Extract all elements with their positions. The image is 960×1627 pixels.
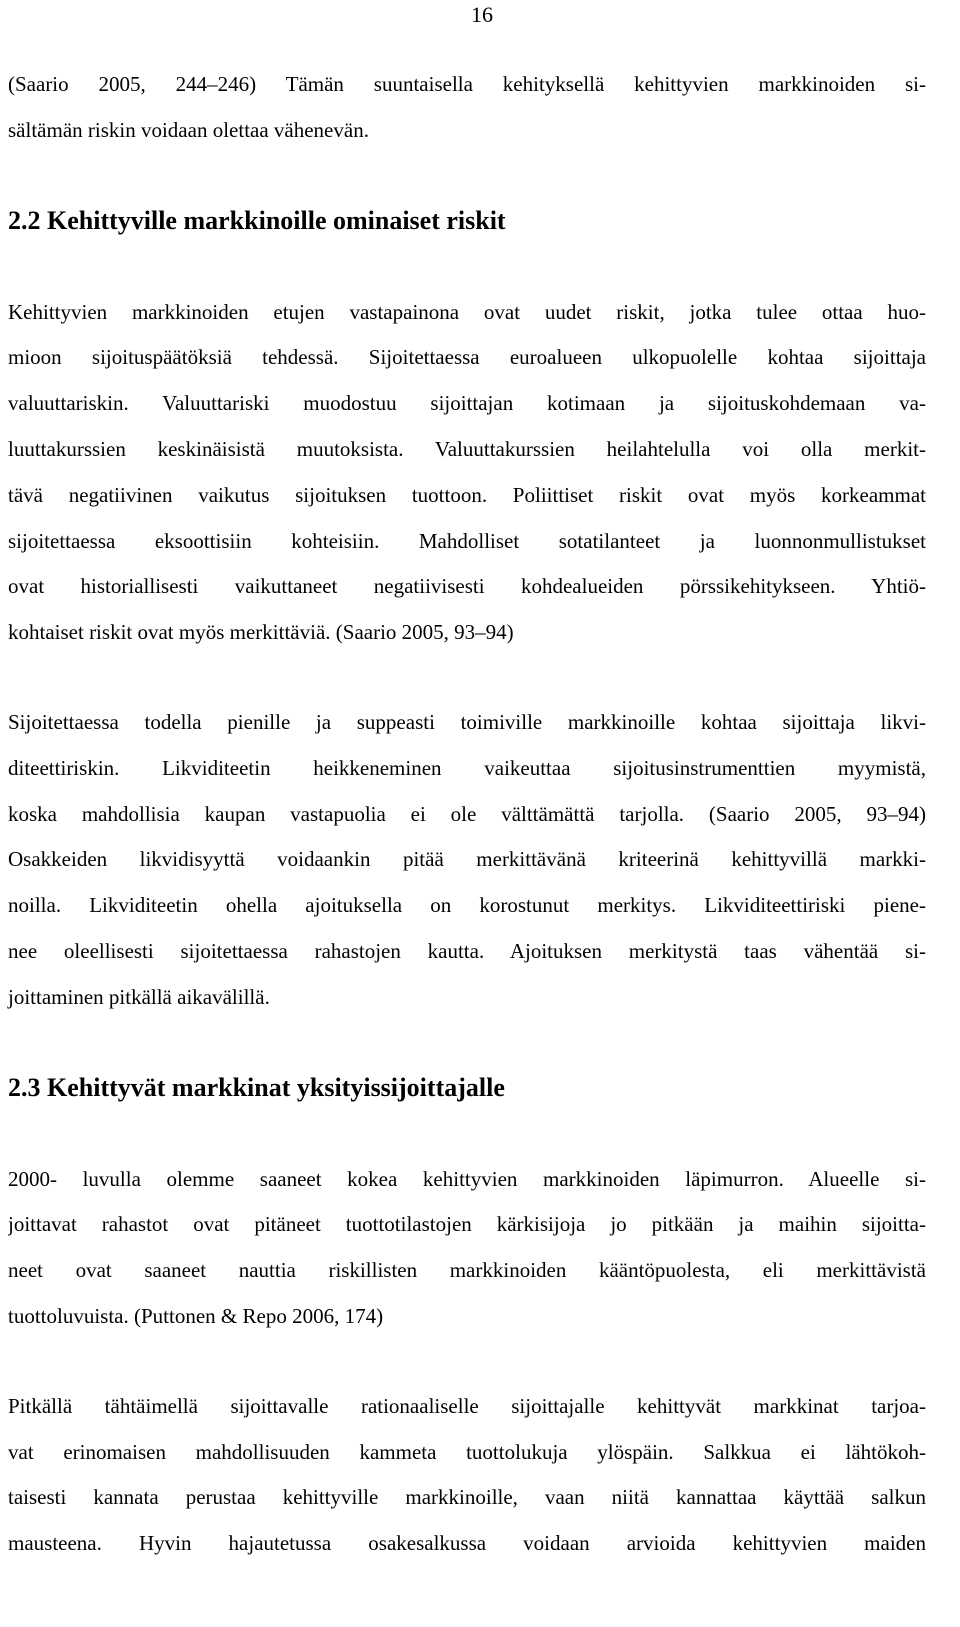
paragraph xyxy=(8,700,926,1021)
text-line: sältämän riskin voidaan olettaa vähenevän. xyxy=(8,117,369,142)
text-line: nee oleellisesti sijoitettaessa rahastojen kautta. Ajoituksen merkitystä taas vähentää si- xyxy=(8,938,926,963)
text-line: Sijoitettaessa todella pienille ja suppeasti toimiville markkinoille kohtaa sijoittaja likvi- xyxy=(8,709,926,734)
text-line: 2000- luvulla olemme saaneet kokea kehittyvien markkinoiden läpimurron. Alueelle si- xyxy=(8,1166,926,1191)
paragraph xyxy=(8,290,926,656)
text-line: taisesti kannata perustaa kehittyville markkinoille, vaan niitä kannattaa käyttää salkun xyxy=(8,1485,926,1510)
text-line: ovat historiallisesti vaikuttaneet negatiivisesti kohdealueiden pörssikehitykseen. Yhtiö- xyxy=(8,574,926,599)
text-line: noilla. Likviditeetin ohella ajoituksella on korostunut merkitys. Likviditeettiriski piene- xyxy=(8,893,926,918)
text-line: valuuttariskin. Valuuttariski muodostuu sijoittajan kotimaan ja sijoituskohdemaan va- xyxy=(8,391,926,416)
text-line: Osakkeiden likvidisyyttä voidaankin pitää merkittävänä kriteerinä kehittyvillä markki- xyxy=(8,847,926,872)
text-line: sijoitettaessa eksoottisiin kohteisiin. Mahdolliset sotatilanteet ja luonnonmullistukset xyxy=(8,528,926,553)
text-line: kohtaiset riskit ovat myös merkittäviä. (Saario 2005, 93–94) xyxy=(8,620,514,645)
section-heading: 2.3 Kehittyvät markkinat yksityissijoittajalle xyxy=(8,1072,505,1102)
text-line: mioon sijoituspäätöksiä tehdessä. Sijoitettaessa euroalueen ulkopuolelle kohtaa sijoittaja xyxy=(8,345,926,370)
text-line: diteettiriskin. Likviditeetin heikkeneminen vaikeuttaa sijoitusinstrumenttien myymistä, xyxy=(8,755,926,780)
paragraph xyxy=(8,1384,926,1567)
text-line: joittaminen pitkällä aikavälillä. xyxy=(8,984,270,1009)
section-heading: 2.2 Kehittyville markkinoille ominaiset riskit xyxy=(8,205,506,235)
text-line: luuttakurssien keskinäisistä muutoksista. Valuuttakurssien heilahtelulla voi olla merkit- xyxy=(8,436,926,461)
text-line: joittavat rahastot ovat pitäneet tuottotilastojen kärkisijoja jo pitkään ja maihin sijoitta- xyxy=(8,1212,926,1237)
text-line: koska mahdollisia kaupan vastapuolia ei ole välttämättä tarjolla. (Saario 2005, 93–94) xyxy=(8,801,926,826)
text-line: mausteena. Hyvin hajautetussa osakesalkussa voidaan arvioida kehittyvien maiden xyxy=(8,1531,926,1556)
text-line: vat erinomaisen mahdollisuuden kammeta tuottolukuja ylöspäin. Salkkua ei lähtökoh- xyxy=(8,1439,926,1464)
page-number: 16 xyxy=(471,2,493,27)
paragraph xyxy=(8,1157,926,1340)
text-line: tävä negatiivinen vaikutus sijoituksen tuottoon. Poliittiset riskit ovat myös korkeammat xyxy=(8,482,926,507)
text-line: tuottoluvuista. (Puttonen & Repo 2006, 174) xyxy=(8,1303,384,1328)
text-line: (Saario 2005, 244–246) Tämän suuntaisella kehityksellä kehittyvien markkinoiden si- xyxy=(8,72,926,96)
document-body xyxy=(8,62,926,1567)
paragraph xyxy=(8,62,926,154)
text-line: neet ovat saaneet nauttia riskillisten markkinoiden kääntöpuolesta, eli merkittävistä xyxy=(8,1258,926,1283)
text-line: Pitkällä tähtäimellä sijoittavalle rationaaliselle sijoittajalle kehittyvät markkinat tarjoa- xyxy=(8,1393,926,1418)
text-line: Kehittyvien markkinoiden etujen vastapainona ovat uudet riskit, jotka tulee ottaa huo- xyxy=(8,299,926,324)
